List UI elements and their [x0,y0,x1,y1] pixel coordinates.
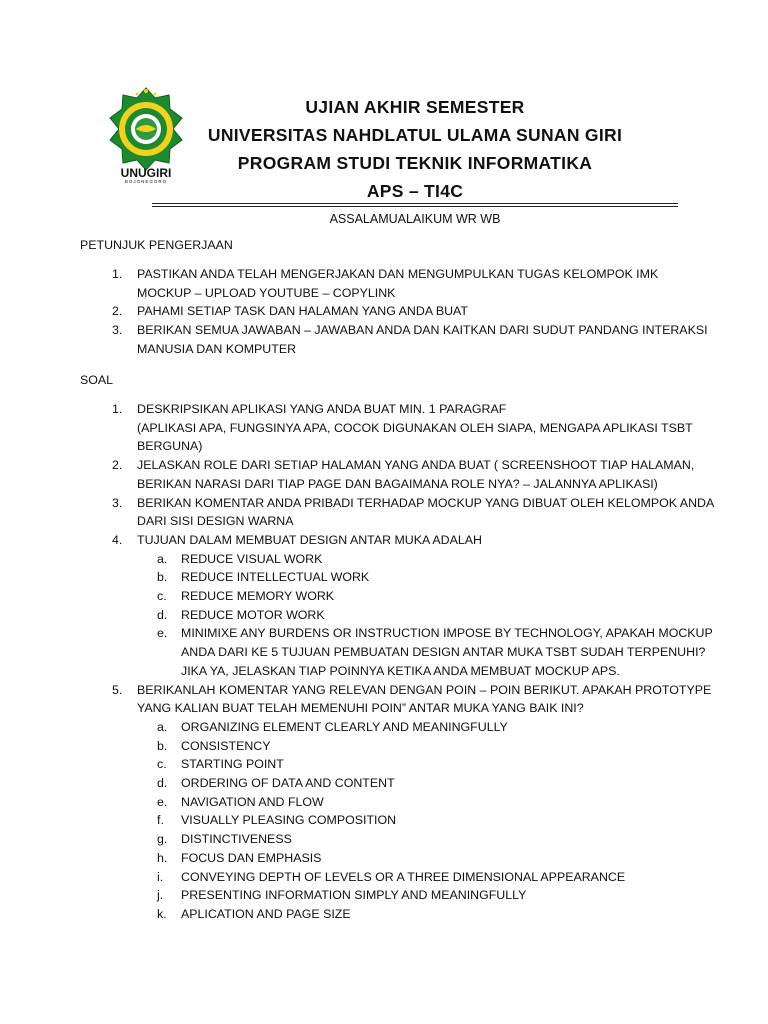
document-header [150,93,680,205]
item-text-line: BERIKAN NARASI DARI TIAP PAGE DAN BAGAIMANA ROLE NYA? – JALANNYA APLIKASI) [137,476,658,491]
sub-list-item [0,624,768,680]
sub-item-text-line: STARTING POINT [181,757,284,772]
item-number: 4. [112,532,123,547]
sub-item-text-line: CONSISTENCY [181,738,271,753]
sub-list-item [0,755,768,774]
course-class: APS – TI4C [366,181,464,201]
list-item [0,456,768,493]
sub-list-item [0,868,768,887]
header-divider-bottom [152,206,678,207]
sub-list-item [0,606,768,625]
sub-item-text-line: REDUCE MOTOR WORK [181,607,325,622]
logo-text: UNUGIRI [120,166,172,180]
instructions-list [0,265,768,359]
item-text-line: BERIKAN SEMUA JAWABAN – JAWABAN ANDA DAN KAITKAN DARI SUDUT PANDANG INTERAKSI [137,323,708,338]
item-text-line: PAHAMI SETIAP TASK DAN HALAMAN YANG ANDA BUAT [137,304,468,319]
item-number: 2. [112,458,123,473]
item-number: 3. [112,495,123,510]
university-name: UNIVERSITAS NAHDLATUL ULAMA SUNAN GIRI [207,125,623,145]
sub-item-letter: k. [157,906,167,921]
sub-list-item [0,587,768,606]
list-item [0,321,768,358]
sub-list-item [0,849,768,868]
greeting: ASSALAMUALAIKUM WR WB [329,212,501,226]
item-text-line: PASTIKAN ANDA TELAH MENGERJAKAN DAN MENGUMPULKAN TUGAS KELOMPOK IMK [137,267,659,281]
sub-item-text-line: APLICATION AND PAGE SIZE [181,906,351,921]
exam-title: UJIAN AKHIR SEMESTER [305,97,525,117]
item-text-line: DESKRIPSIKAN APLIKASI YANG ANDA BUAT MIN. 1 PARAGRAF [137,402,507,416]
list-item [0,302,768,321]
sub-item-text-line: MINIMIXE ANY BURDENS OR INSTRUCTION IMPOSE BY TECHNOLOGY, APAKAH MOCKUP [181,626,713,641]
item-number: 2. [112,304,123,319]
sub-item-text-line: DISTINCTIVENESS [181,832,292,847]
item-text-line: BERIKANLAH KOMENTAR YANG RELEVAN DENGAN POIN – POIN BERIKUT. APAKAH PROTOTYPE [137,682,712,697]
sub-item-text-line: PRESENTING INFORMATION SIMPLY AND MEANINGFULLY [181,888,527,903]
sub-item-letter: e. [157,794,168,809]
questions-list [0,400,768,924]
sub-list-item [0,793,768,812]
sub-list-item [0,737,768,756]
sub-item-letter: g. [157,832,168,847]
sub-item-text-line: ORGANIZING ELEMENT CLEARLY AND MEANINGFULLY [181,719,508,734]
item-text-line: YANG KALIAN BUAT TELAH MEMENUHI POIN” ANTAR MUKA YANG BAIK INI? [137,701,584,716]
sub-list-item [0,886,768,905]
list-item [0,531,768,550]
sub-item-text-line: FOCUS DAN EMPHASIS [181,850,322,865]
sub-item-letter: i. [157,869,164,884]
sub-item-letter: f. [157,813,164,828]
item-number: 3. [112,323,123,338]
sub-list-item [0,811,768,830]
sub-item-text-line: ORDERING OF DATA AND CONTENT [181,776,395,791]
sub-item-letter: d. [157,776,168,791]
sub-item-text-line: REDUCE MEMORY WORK [181,589,335,604]
sub-list-item [0,774,768,793]
sub-item-letter: a. [157,719,168,734]
sub-item-text-line: VISUALLY PLEASING COMPOSITION [181,813,397,828]
list-item [0,494,768,531]
sub-item-letter: a. [157,551,168,566]
list-item [0,265,768,302]
sub-item-text-line: REDUCE VISUAL WORK [181,551,323,566]
sub-item-letter: j. [157,888,164,903]
item-text-line: DARI SISI DESIGN WARNA [137,514,294,529]
sub-item-letter: h. [157,850,168,865]
item-text-line: MOCKUP – UPLOAD YOUTUBE – COPYLINK [137,285,396,300]
item-text-line: BERIKAN KOMENTAR ANDA PRIBADI TERHADAP MOCKUP YANG DIBUAT OLEH KELOMPOK ANDA [137,495,715,510]
sub-item-text-line: JIKA YA, JELASKAN TIAP POINNYA KETIKA ANDA MEMBUAT MOCKUP APS. [181,663,620,678]
sub-item-letter: c. [157,589,167,604]
questions-heading: SOAL [80,373,114,387]
sub-item-letter: b. [157,738,168,753]
item-text-line: MANUSIA DAN KOMPUTER [137,341,297,356]
item-text-line: JELASKAN ROLE DARI SETIAP HALAMAN YANG ANDA BUAT ( SCREENSHOOT TIAP HALAMAN, [137,458,695,473]
sub-item-letter: d. [157,607,168,622]
item-number: 1. [112,267,123,281]
logo-subtext: BOJONEGORO [124,179,168,184]
item-text-line: (APLIKASI APA, FUNGSINYA APA, COCOK DIGUNAKAN OLEH SIAPA, MENGAPA APLIKASI TSBT [137,420,693,435]
sub-item-text-line: NAVIGATION AND FLOW [181,794,324,809]
item-text-line: BERGUNA) [137,439,203,454]
sub-item-letter: c. [157,757,167,772]
sub-item-text-line: REDUCE INTELLECTUAL WORK [181,570,370,585]
item-text-line: TUJUAN DALAM MEMBUAT DESIGN ANTAR MUKA ADALAH [137,532,482,547]
sub-list-item [0,550,768,569]
sub-item-letter: b. [157,570,168,585]
item-number: 1. [112,402,123,416]
sub-list-item [0,568,768,587]
sub-item-text-line: ANDA DARI KE 5 TUJUAN PEMBUATAN DESIGN ANTAR MUKA TSBT SUDAH TERPENUHI? [181,645,706,660]
list-item [0,400,768,456]
sub-item-text-line: CONVEYING DEPTH OF LEVELS OR A THREE DIMENSIONAL APPEARANCE [181,869,626,884]
sub-item-letter: e. [157,626,168,641]
sub-list-item [0,718,768,737]
study-program: PROGRAM STUDI TEKNIK INFORMATIKA [237,153,593,173]
instructions-heading: PETUNJUK PENGERJAAN [80,238,233,252]
header-divider-top [152,203,678,204]
sub-list-item [0,905,768,924]
sub-list-item [0,830,768,849]
item-number: 5. [112,682,123,697]
list-item [0,681,768,718]
